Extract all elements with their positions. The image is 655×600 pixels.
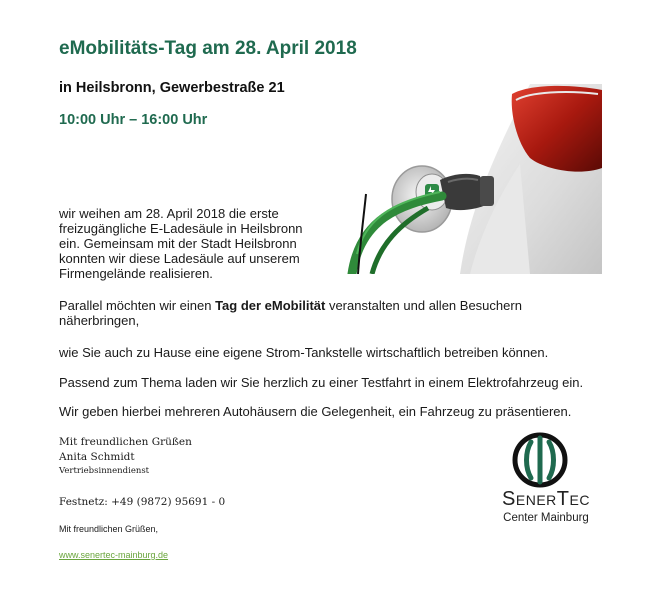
paragraph-dealers: Wir geben hierbei mehreren Autohäusern die Gelegenheit, ein Fahrzeug zu präsentieren.	[59, 404, 572, 419]
paragraph-intro: wir weihen am 28. April 2018 die erste freizugängliche E-Ladesäule in Heilsbronn ein. Gemeinsam mit der Stadt Heilsbronn konnten wir diese Ladesäule auf unserem Firmengelände realisieren.	[59, 206, 303, 281]
paragraph-emobility-day	[59, 298, 579, 328]
ev-charging-photo	[330, 84, 602, 274]
closing-greeting: Mit freundlichen Grüßen,	[59, 524, 159, 534]
signature-name: Anita Schmidt	[59, 451, 135, 463]
senertec-logo	[486, 432, 606, 532]
event-location: in Heilsbronn, Gewerbestraße 21	[59, 80, 285, 96]
paragraph-test-drive: Passend zum Thema laden wir Sie herzlich zu einer Testfahrt in einem Elektrofahrzeug ein.	[59, 375, 584, 390]
logo-name: SenerTec	[502, 488, 590, 510]
charger-plug-grip	[480, 176, 494, 206]
paragraph-emobility-day-part1: Parallel möchten wir einen	[59, 298, 216, 313]
signature-phone: Festnetz: +49 (9872) 95691 - 0	[59, 496, 226, 508]
senertec-logo-icon	[510, 432, 570, 488]
paragraph-emobility-day-part2: veranstalten und allen Besuchern näherbringen,	[59, 298, 522, 328]
logo-subtitle: Center Mainburg	[503, 512, 589, 524]
page-title: eMobilitäts-Tag am 28. April 2018	[59, 38, 357, 59]
paragraph-home-charging: wie Sie auch zu Hause eine eigene Strom-Tankstelle wirtschaftlich betreiben können.	[59, 345, 549, 360]
emobility-day-highlight: Tag der eMobilität	[215, 298, 326, 313]
event-time: 10:00 Uhr – 16:00 Uhr	[59, 112, 208, 128]
signature-role: Vertriebsinnendienst	[59, 466, 150, 476]
signature-greeting: Mit freundlichen Grüßen	[59, 436, 192, 448]
website-link[interactable]: www.senertec-mainburg.de	[59, 550, 169, 560]
